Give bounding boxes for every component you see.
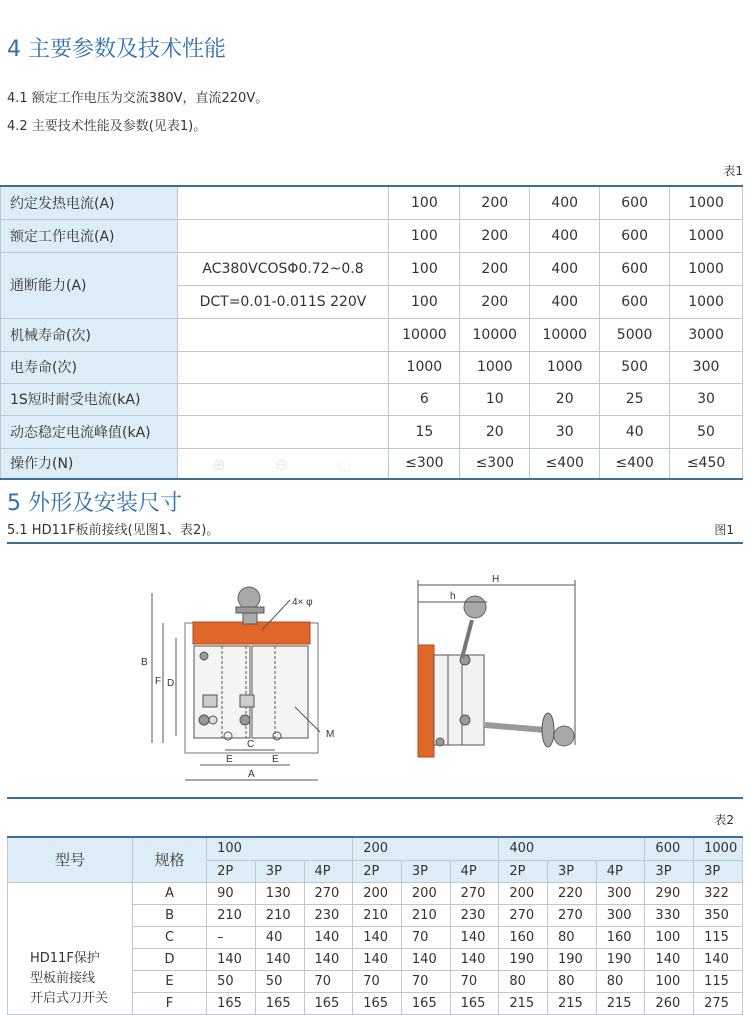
table-1-condition xyxy=(177,415,389,448)
table-2-spec: C xyxy=(132,926,206,948)
table-2-cell: 210 xyxy=(255,904,304,926)
table-1-cell: 200 xyxy=(460,186,530,219)
table-2-model-line: 开启式刀开关 xyxy=(30,990,109,1006)
table-1-cell: 20 xyxy=(530,383,600,415)
table-2-cell: 90 xyxy=(207,882,256,904)
table-1-cell: 1000 xyxy=(670,285,743,318)
table-2-cell: 80 xyxy=(499,970,548,992)
table-2-cell: 140 xyxy=(353,948,402,970)
section-5-title: 5 外形及安装尺寸 xyxy=(7,491,182,516)
table-2-spec: F xyxy=(132,992,206,1014)
dim-label-M: M xyxy=(326,729,335,740)
figure-top-rule xyxy=(7,542,743,544)
table-1-cell: 1000 xyxy=(670,219,743,252)
table-2-group-header: 400 xyxy=(499,837,645,860)
table-2-pole-header: 2P xyxy=(353,860,402,882)
table-2-cell: 290 xyxy=(645,882,694,904)
table-1-cell: ≤300 xyxy=(460,448,530,479)
table-2-head-model: 型号 xyxy=(8,837,133,882)
table-1-cell: 300 xyxy=(670,351,743,383)
table-2-pole-header: 2P xyxy=(499,860,548,882)
table-1-cell: ≤400 xyxy=(600,448,670,479)
table-2-model-line: 型板前接线 xyxy=(30,970,96,986)
table-2-cell: 70 xyxy=(353,970,402,992)
table-2-cell: – xyxy=(207,926,256,948)
table-2-cell: 165 xyxy=(401,992,450,1014)
section-5-line-1: 5.1 HD11F板前接线(见图1、表2)。 xyxy=(7,523,220,538)
table-2-spec: B xyxy=(132,904,206,926)
table-1-row xyxy=(1,415,743,448)
table-1-row-label: 操作力(N) xyxy=(1,448,178,479)
table-2-cell: 70 xyxy=(401,970,450,992)
table-1-cell: 15 xyxy=(389,415,460,448)
table-1-cell: 200 xyxy=(460,252,530,285)
table-1-cell: 200 xyxy=(460,285,530,318)
table-1-row xyxy=(1,186,743,219)
figure-1-drawing xyxy=(0,560,750,790)
table-1-cell: 10000 xyxy=(530,318,600,351)
table-2-cell: 215 xyxy=(548,992,597,1014)
table-2-cell: 165 xyxy=(304,992,353,1014)
table-1-condition: AC380VCOSΦ0.72~0.8 xyxy=(177,252,389,285)
table-2-cell: 80 xyxy=(596,970,645,992)
side-view xyxy=(418,580,575,757)
table-1-condition: DCT=0.01-0.011S 220V xyxy=(177,285,389,318)
figure-1-caption: 图1 xyxy=(714,523,734,537)
table-1-caption: 表1 xyxy=(723,164,743,178)
table-2-pole-header: 3P xyxy=(548,860,597,882)
table-2-cell: 140 xyxy=(450,948,499,970)
table-2-cell: 300 xyxy=(596,882,645,904)
table-1-cell: 1000 xyxy=(670,252,743,285)
front-view xyxy=(152,587,320,780)
table-1-cell: 50 xyxy=(670,415,743,448)
table-2-cell: 270 xyxy=(304,882,353,904)
table-1-cell: 20 xyxy=(460,415,530,448)
table-1-cell: 30 xyxy=(670,383,743,415)
table-1-condition xyxy=(177,219,389,252)
table-2-group-header: 100 xyxy=(207,837,353,860)
table-2-head-spec: 规格 xyxy=(132,837,206,882)
table-2-cell: 165 xyxy=(207,992,256,1014)
table-2-cell: 140 xyxy=(645,948,694,970)
table-2-pole-header: 2P xyxy=(207,860,256,882)
dim-label-h: h xyxy=(450,591,456,602)
table-2-cell: 100 xyxy=(645,970,694,992)
table-1-cell: 600 xyxy=(600,186,670,219)
table-2-group-header: 600 xyxy=(645,837,694,860)
table-2-cell: 190 xyxy=(499,948,548,970)
toolbar-watermark: ○ ◫ ⊕ ⊖ ◌ xyxy=(85,455,374,474)
table-2-cell: 215 xyxy=(499,992,548,1014)
table-2-model-cell xyxy=(8,882,133,1014)
table-2-spec: E xyxy=(132,970,206,992)
table-2-cell: 140 xyxy=(304,926,353,948)
dim-label-C: C xyxy=(247,739,255,750)
table-2-cell: 330 xyxy=(645,904,694,926)
table-1-cell: 200 xyxy=(460,219,530,252)
table-2-group-header: 1000 xyxy=(694,837,743,860)
table-2-group-header: 200 xyxy=(353,837,499,860)
table-1-cell: 500 xyxy=(600,351,670,383)
table-1-cell: 1000 xyxy=(460,351,530,383)
table-2-row xyxy=(8,882,743,904)
table-1-cell: 400 xyxy=(530,285,600,318)
table-1-cell: 1000 xyxy=(670,186,743,219)
table-2-cell: 210 xyxy=(401,904,450,926)
table-1-cell: 400 xyxy=(530,219,600,252)
table-1-row xyxy=(1,252,743,285)
table-2-cell: 260 xyxy=(645,992,694,1014)
table-2-cell: 165 xyxy=(450,992,499,1014)
table-1-cell: 400 xyxy=(530,252,600,285)
table-2-pole-header: 3P xyxy=(401,860,450,882)
table-2-cell: 165 xyxy=(353,992,402,1014)
table-1 xyxy=(0,185,743,480)
table-1-row-label: 动态稳定电流峰值(kA) xyxy=(1,415,178,448)
table-1-cell: 6 xyxy=(389,383,460,415)
table-2-pole-header: 3P xyxy=(645,860,694,882)
table-2-cell: 270 xyxy=(548,904,597,926)
table-1-row xyxy=(1,219,743,252)
table-1-cell: 10 xyxy=(460,383,530,415)
table-1-cell: ≤400 xyxy=(530,448,600,479)
table-2-cell: 200 xyxy=(401,882,450,904)
table-1-cell: 5000 xyxy=(600,318,670,351)
dim-label-D: D xyxy=(167,678,175,689)
table-2-cell: 115 xyxy=(694,926,743,948)
table-2-pole-header: 3P xyxy=(694,860,743,882)
table-2-model-line: HD11F保护 xyxy=(30,950,100,966)
table-2-cell: 140 xyxy=(694,948,743,970)
table-1-cell: 1000 xyxy=(530,351,600,383)
table-2-cell: 140 xyxy=(401,948,450,970)
table-2-cell: 200 xyxy=(353,882,402,904)
table-1-row-label: 机械寿命(次) xyxy=(1,318,178,351)
table-1-condition xyxy=(177,186,389,219)
table-2-cell: 220 xyxy=(548,882,597,904)
table-1-condition xyxy=(177,383,389,415)
table-1-cell: ≤300 xyxy=(389,448,460,479)
table-2-cell: 215 xyxy=(596,992,645,1014)
table-2-cell: 115 xyxy=(694,970,743,992)
table-2-spec: D xyxy=(132,948,206,970)
section-4-title: 4 主要参数及技术性能 xyxy=(7,37,226,62)
table-2-cell: 70 xyxy=(450,970,499,992)
table-2-cell: 130 xyxy=(255,882,304,904)
table-2-spec: A xyxy=(132,882,206,904)
table-2-cell: 140 xyxy=(255,948,304,970)
table-2-cell: 270 xyxy=(499,904,548,926)
table-2-pole-header: 4P xyxy=(450,860,499,882)
table-1-cell: ≤450 xyxy=(670,448,743,479)
table-2-cell: 190 xyxy=(548,948,597,970)
table-1-cell: 40 xyxy=(600,415,670,448)
table-1-row-label: 通断能力(A) xyxy=(1,252,178,318)
dim-label-hole: 4× φ xyxy=(292,597,313,608)
section-4-line-1: 4.1 额定工作电压为交流380V，直流220V。 xyxy=(7,91,269,106)
dim-label-E1: E xyxy=(226,754,233,765)
table-1-cell: 600 xyxy=(600,285,670,318)
table-2-cell: 210 xyxy=(207,904,256,926)
table-1-cell: 100 xyxy=(389,285,460,318)
table-2-cell: 230 xyxy=(304,904,353,926)
table-2-cell: 210 xyxy=(353,904,402,926)
table-2 xyxy=(7,836,743,1015)
table-1-row-label: 1S短时耐受电流(kA) xyxy=(1,383,178,415)
table-1-condition xyxy=(177,351,389,383)
table-2-caption: 表2 xyxy=(714,813,734,827)
table-2-cell: 270 xyxy=(450,882,499,904)
table-2-cell: 70 xyxy=(304,970,353,992)
dim-label-E2: E xyxy=(272,754,279,765)
table-1-cell: 600 xyxy=(600,219,670,252)
table-2-pole-header: 3P xyxy=(255,860,304,882)
table-2-pole-header: 4P xyxy=(304,860,353,882)
table-1-condition xyxy=(177,318,389,351)
table-1-row-label: 约定发热电流(A) xyxy=(1,186,178,219)
table-1-cell: 1000 xyxy=(389,351,460,383)
dim-label-F: F xyxy=(155,676,162,687)
table-2-cell: 322 xyxy=(694,882,743,904)
table-1-cell: 10000 xyxy=(460,318,530,351)
table-1-cell: 3000 xyxy=(670,318,743,351)
table-1-cell: 400 xyxy=(530,186,600,219)
table-2-cell: 165 xyxy=(255,992,304,1014)
table-2-cell: 275 xyxy=(694,992,743,1014)
table-2-cell: 140 xyxy=(207,948,256,970)
table-1-row xyxy=(1,351,743,383)
table-1-cell: 100 xyxy=(389,219,460,252)
table-1-cell: 100 xyxy=(389,252,460,285)
table-2-cell: 40 xyxy=(255,926,304,948)
table-1-cell: 600 xyxy=(600,252,670,285)
table-1-cell: 30 xyxy=(530,415,600,448)
table-1-cell: 10000 xyxy=(389,318,460,351)
table-1-row xyxy=(1,318,743,351)
table-2-cell: 50 xyxy=(255,970,304,992)
table-1-row xyxy=(1,383,743,415)
table-2-cell: 190 xyxy=(596,948,645,970)
table-2-cell: 100 xyxy=(645,926,694,948)
table-2-cell: 140 xyxy=(450,926,499,948)
table-1-cell: 100 xyxy=(389,186,460,219)
table-2-cell: 230 xyxy=(450,904,499,926)
table-2-cell: 80 xyxy=(548,926,597,948)
section-4-line-2: 4.2 主要技术性能及参数(见表1)。 xyxy=(7,119,207,134)
table-2-cell: 160 xyxy=(499,926,548,948)
table-2-cell: 140 xyxy=(304,948,353,970)
table-2-cell: 80 xyxy=(548,970,597,992)
table-1-row-label: 额定工作电流(A) xyxy=(1,219,178,252)
dim-label-H: H xyxy=(492,574,500,585)
figure-bottom-rule xyxy=(7,797,743,799)
table-1-row-label: 电寿命(次) xyxy=(1,351,178,383)
table-2-cell: 160 xyxy=(596,926,645,948)
table-2-cell: 200 xyxy=(499,882,548,904)
table-2-cell: 140 xyxy=(353,926,402,948)
table-2-cell: 350 xyxy=(694,904,743,926)
table-1-cell: 25 xyxy=(600,383,670,415)
table-2-cell: 300 xyxy=(596,904,645,926)
table-2-cell: 70 xyxy=(401,926,450,948)
dim-label-B: B xyxy=(141,657,148,668)
table-2-cell: 50 xyxy=(207,970,256,992)
table-2-pole-header: 4P xyxy=(596,860,645,882)
dim-label-A: A xyxy=(248,769,255,780)
